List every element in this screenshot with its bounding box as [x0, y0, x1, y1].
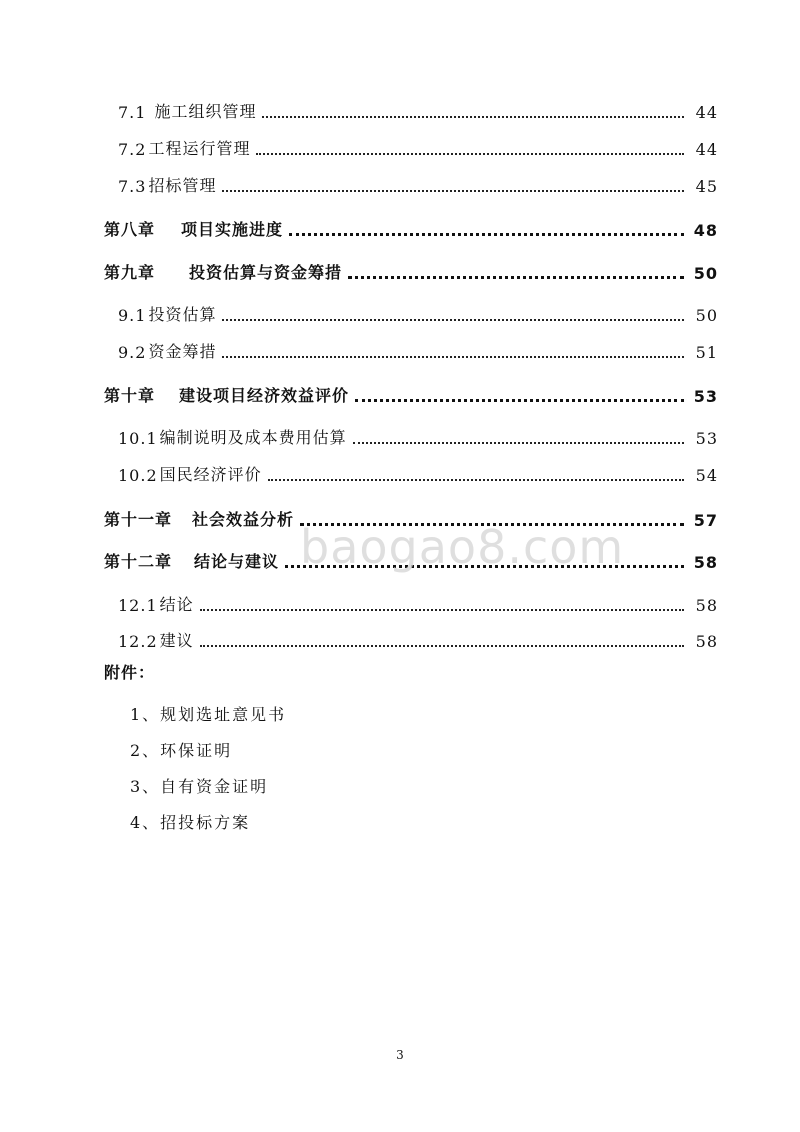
toc-entry-number: 7.3 [118, 177, 147, 196]
toc-dot-leader [200, 608, 684, 611]
toc-entry-page: 53 [695, 429, 718, 448]
toc-chapter-title: 建设项目经济效益评价 [179, 386, 350, 405]
toc-chapter-9 [0, 255, 800, 283]
toc-entry-number: 7.1 [118, 103, 147, 122]
toc-entry-page: 51 [695, 343, 718, 362]
toc-entry-number: 9.2 [118, 343, 147, 362]
toc-entry-page: 53 [693, 387, 718, 406]
toc-chapter-8 [0, 212, 800, 240]
toc-entry-10-2 [0, 457, 800, 485]
toc-chapter-number: 第十二章 [104, 552, 173, 571]
toc-dot-leader [256, 152, 684, 155]
toc-entry-title: 工程运行管理 [148, 139, 251, 158]
toc-entry-page: 48 [693, 221, 718, 240]
toc-dot-leader [268, 478, 684, 481]
watermark: baogao8.com [300, 520, 625, 574]
page-number: 3 [396, 1048, 404, 1062]
toc-chapter-title: 社会效益分析 [192, 510, 295, 529]
toc-entry-page: 58 [693, 553, 718, 572]
toc-entry-title: 施工组织管理 [154, 102, 257, 121]
appendix-item: 3、自有资金证明 [130, 777, 269, 796]
toc-dot-leader [289, 232, 684, 236]
appendix-title: 附件： [104, 663, 156, 682]
toc-entry-title: 投资估算 [148, 305, 217, 324]
toc-entry-12-1 [0, 587, 800, 615]
toc-entry-9-1 [0, 297, 800, 325]
toc-entry-page: 58 [695, 596, 718, 615]
toc-dot-leader [262, 115, 684, 118]
toc-entry-12-2 [0, 623, 800, 651]
appendix-item: 4、招投标方案 [130, 813, 251, 832]
toc-entry-7-2 [0, 131, 800, 159]
toc-entry-number: 9.1 [118, 306, 147, 325]
toc-entry-page: 50 [693, 264, 718, 283]
toc-entry-number: 10.2 [118, 466, 158, 485]
toc-entry-page: 44 [695, 140, 718, 159]
toc-dot-leader [222, 318, 684, 321]
toc-chapter-number: 第八章 [104, 220, 156, 239]
toc-dot-leader [355, 398, 684, 402]
toc-entry-number: 10.1 [118, 429, 158, 448]
toc-entry-title: 资金筹措 [148, 342, 217, 361]
toc-entry-7-3 [0, 168, 800, 196]
toc-dot-leader [200, 644, 684, 647]
toc-entry-title: 编制说明及成本费用估算 [159, 428, 347, 447]
toc-dot-leader [222, 355, 684, 358]
toc-entry-page: 57 [693, 511, 718, 530]
toc-entry-page: 50 [695, 306, 718, 325]
toc-entry-7-1 [0, 94, 800, 122]
toc-entry-title: 国民经济评价 [159, 465, 262, 484]
toc-entry-number: 12.1 [118, 596, 158, 615]
toc-dot-leader [353, 441, 684, 444]
toc-chapter-title: 结论与建议 [194, 552, 280, 571]
toc-chapter-10 [0, 378, 800, 406]
appendix-item: 1、规划选址意见书 [130, 705, 287, 724]
toc-entry-page: 54 [695, 466, 718, 485]
toc-entry-title: 建议 [159, 631, 194, 650]
toc-entry-number: 12.2 [118, 632, 158, 651]
toc-dot-leader [348, 275, 684, 279]
toc-entry-page: 44 [695, 103, 718, 122]
toc-entry-title: 结论 [159, 595, 194, 614]
toc-entry-10-1 [0, 420, 800, 448]
toc-chapter-number: 第十章 [104, 386, 156, 405]
toc-entry-page: 45 [695, 177, 718, 196]
toc-chapter-title: 投资估算与资金筹措 [189, 263, 343, 282]
toc-dot-leader [222, 189, 684, 192]
toc-entry-9-2 [0, 334, 800, 362]
toc-chapter-title: 项目实施进度 [181, 220, 284, 239]
toc-chapter-number: 第九章 [104, 263, 156, 282]
toc-entry-title: 招标管理 [148, 176, 217, 195]
toc-entry-number: 7.2 [118, 140, 147, 159]
toc-entry-page: 58 [695, 632, 718, 651]
appendix-item: 2、环保证明 [130, 741, 233, 760]
toc-chapter-number: 第十一章 [104, 510, 173, 529]
